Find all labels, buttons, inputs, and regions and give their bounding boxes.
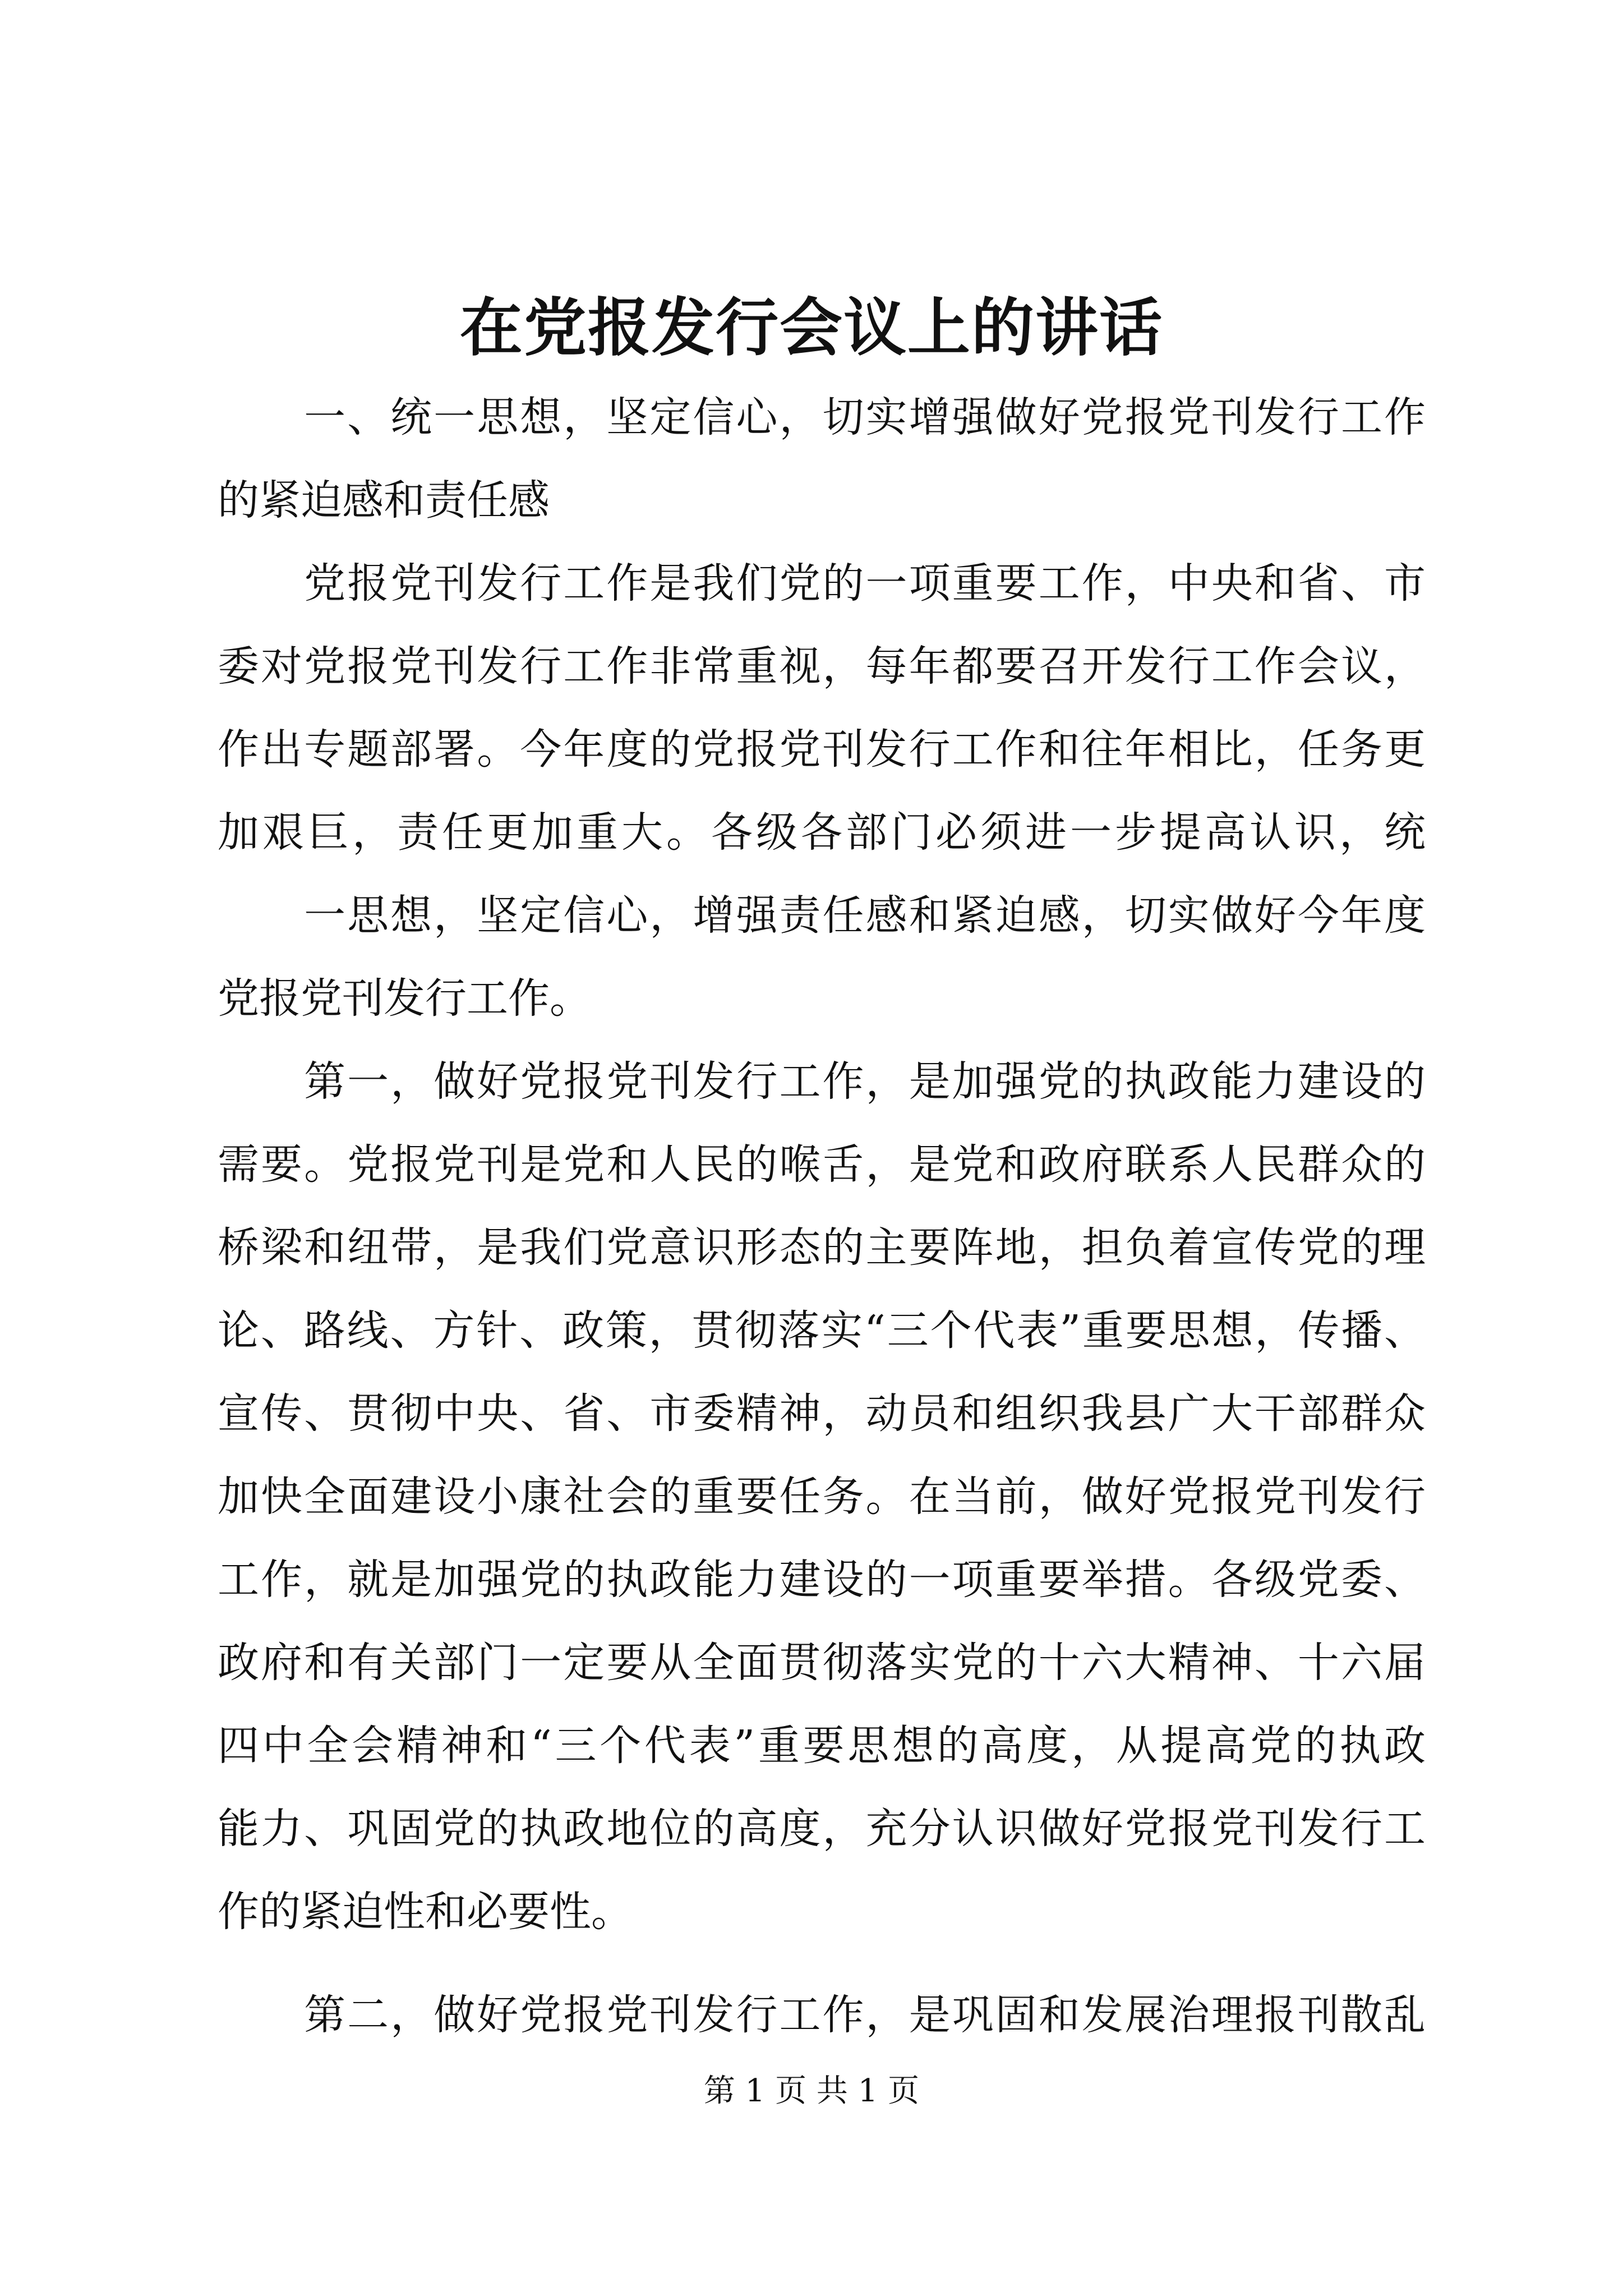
body-line: 第一，做好党报党刊发行工作，是加强党的执政能力建设的 — [218, 1057, 1426, 1106]
body-line: 一思想，坚定信心，增强责任感和紧迫感，切实做好今年度 — [218, 891, 1426, 940]
body-line: 政府和有关部门一定要从全面贯彻落实党的十六大精神、十六届 — [218, 1639, 1426, 1687]
body-line: 桥梁和纽带，是我们党意识形态的主要阵地，担负着宣传党的理 — [218, 1223, 1426, 1272]
body-line: 作的紧迫性和必要性。 — [218, 1888, 633, 1936]
body-line: 作出专题部署。今年度的党报党刊发行工作和往年相比，任务更 — [218, 725, 1426, 774]
body-line: 宣传、贯彻中央、省、市委精神，动员和组织我县广大干部群众 — [218, 1389, 1426, 1438]
body-line: 加快全面建设小康社会的重要任务。在当前，做好党报党刊发行 — [218, 1473, 1426, 1521]
body-line: 党报党刊发行工作是我们党的一项重要工作，中央和省、市 — [218, 559, 1426, 608]
body-line: 四中全会精神和“三个代表”重要思想的高度，从提高党的执政 — [218, 1722, 1426, 1770]
body-line: 需要。党报党刊是党和人民的喉舌，是党和政府联系人民群众的 — [218, 1140, 1426, 1189]
body-line: 第二，做好党报党刊发行工作，是巩固和发展治理报刊散乱 — [218, 1991, 1426, 2039]
paragraph-gap — [218, 1953, 1426, 1973]
body-line: 一、统一思想，坚定信心，切实增强做好党报党刊发行工作 — [218, 393, 1426, 441]
page-footer: 第 1 页 共 1 页 — [703, 2073, 920, 2109]
body-line: 论、路线、方针、政策，贯彻落实“三个代表”重要思想，传播、 — [218, 1306, 1426, 1355]
document-body — [218, 376, 1426, 2056]
body-line: 的紧迫感和责任感 — [218, 476, 550, 524]
body-line: 工作，就是加强党的执政能力建设的一项重要举措。各级党委、 — [218, 1556, 1426, 1604]
body-line: 能力、巩固党的执政地位的高度，充分认识做好党报党刊发行工 — [218, 1805, 1426, 1853]
body-line: 加艰巨，责任更加重大。各级各部门必须进一步提高认识，统 — [218, 808, 1426, 857]
body-line: 委对党报党刊发行工作非常重视，每年都要召开发行工作会议， — [218, 642, 1426, 691]
body-line: 党报党刊发行工作。 — [218, 974, 591, 1023]
document-title: 在党报发行会议上的讲话 — [460, 291, 1163, 365]
